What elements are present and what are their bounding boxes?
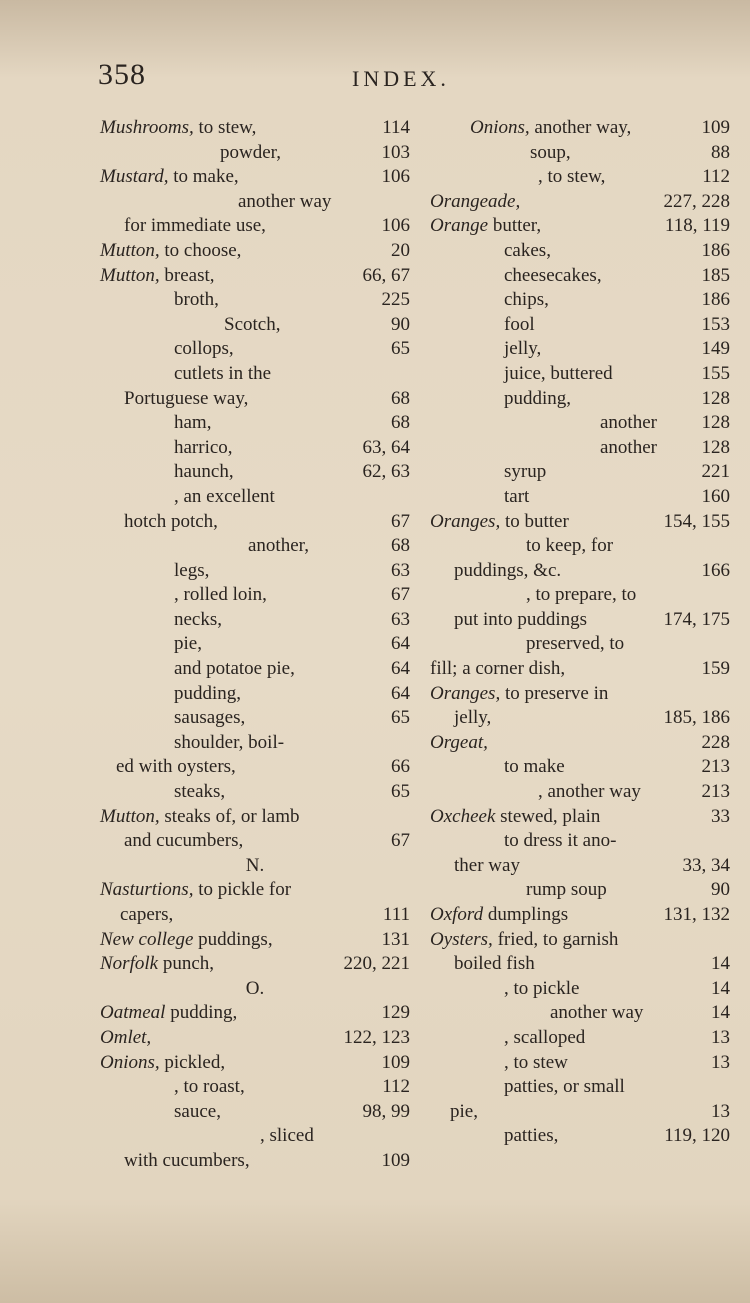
entry-page-ref: 106 xyxy=(381,215,410,237)
entry-page-ref: 128 xyxy=(701,412,730,434)
entry-term: Onions, another way, xyxy=(470,117,632,138)
entry-page-ref: 228 xyxy=(701,731,730,753)
entry-heading: Oatmeal xyxy=(100,1002,166,1024)
entry-page-ref: 88 xyxy=(711,141,730,163)
index-entry xyxy=(100,1026,410,1051)
entry-term: Scotch, xyxy=(224,313,281,335)
entry-page-ref: 66, 67 xyxy=(362,264,410,286)
entry-term: Oranges, to butter xyxy=(430,510,569,532)
index-entry xyxy=(430,1075,730,1100)
entry-term: fill; a corner dish, xyxy=(430,658,566,680)
entry-page-ref: 109 xyxy=(381,1051,410,1073)
index-entry xyxy=(430,1051,730,1076)
entry-term: soup, xyxy=(530,141,571,163)
entry-page-ref: 66 xyxy=(391,756,410,778)
entry-page-ref: 174, 175 xyxy=(663,608,730,630)
entry-term: put into puddings xyxy=(454,608,588,630)
entry-term xyxy=(430,190,520,215)
entry-term: pie, xyxy=(174,633,202,655)
entry-term: juice, buttered xyxy=(504,362,613,384)
entry-heading: Orangeade, xyxy=(430,190,521,212)
entry-page-ref: 154, 155 xyxy=(663,510,730,532)
entry-heading: New college xyxy=(100,928,194,950)
index-entry xyxy=(430,387,730,412)
entry-heading: Orange xyxy=(430,215,489,237)
entry-page-ref: 14 xyxy=(711,977,730,999)
index-entry xyxy=(100,952,410,977)
index-entry xyxy=(430,878,730,903)
index-entry xyxy=(430,682,730,707)
entry-page-ref: 149 xyxy=(701,338,730,360)
index-entry xyxy=(430,165,730,190)
entry-heading: Onions, xyxy=(100,1051,160,1073)
index-entry xyxy=(430,657,730,682)
entry-term: another way xyxy=(550,1002,644,1024)
entry-page-ref: 68 xyxy=(391,387,410,409)
index-entry xyxy=(430,1100,730,1125)
entry-page-ref: 90 xyxy=(391,313,410,335)
entry-heading: Orgeat, xyxy=(430,731,488,753)
entry-term: cheesecakes, xyxy=(504,264,602,286)
index-entry xyxy=(100,657,410,682)
entry-term: pudding, xyxy=(504,387,572,409)
entry-term: jelly, xyxy=(504,338,542,360)
entry-page-ref: 185, 186 xyxy=(663,707,730,729)
entry-heading: Oysters, xyxy=(430,928,493,950)
index-entry xyxy=(100,190,410,215)
entry-page-ref: 67 xyxy=(391,510,410,532)
index-entry xyxy=(430,313,730,338)
index-entry xyxy=(100,780,410,805)
index-entry xyxy=(100,731,410,756)
entry-term: for immediate use, xyxy=(124,215,266,237)
entry-page-ref: 33, 34 xyxy=(682,854,730,876)
entry-page-ref: 64 xyxy=(391,633,410,655)
entry-term: Oatmeal pudding, xyxy=(100,1002,238,1024)
index-entry xyxy=(430,952,730,977)
entry-term: pudding, xyxy=(174,682,242,704)
index-entry xyxy=(100,706,410,731)
entry-page-ref: 103 xyxy=(381,141,410,163)
entry-heading: Mutton, xyxy=(100,264,160,286)
entry-term: , an excellent xyxy=(174,485,275,507)
index-entry xyxy=(100,510,410,535)
index-entry xyxy=(100,387,410,412)
entry-term: Onions, pickled, xyxy=(100,1051,226,1073)
entry-term: Orange butter, xyxy=(430,215,542,237)
index-entry xyxy=(100,362,410,387)
entry-heading: Mustard, xyxy=(100,166,169,188)
entry-term: preserved, to xyxy=(526,633,625,655)
entry-term: with cucumbers, xyxy=(124,1149,250,1171)
index-entry xyxy=(430,362,730,387)
entry-term: shoulder, boil- xyxy=(174,731,285,753)
entry-page-ref: 98, 99 xyxy=(362,1100,410,1122)
index-entry xyxy=(430,239,730,264)
entry-page-ref: 63, 64 xyxy=(362,436,410,458)
index-entry xyxy=(100,165,410,190)
entry-page-ref: 62, 63 xyxy=(362,461,410,483)
entry-page-ref: 119, 120 xyxy=(664,1125,730,1147)
entry-page-ref: 14 xyxy=(711,953,730,975)
entry-page-ref: 90 xyxy=(711,879,730,901)
entry-page-ref: 129 xyxy=(381,1002,410,1024)
section-letter: N. xyxy=(245,854,265,876)
index-entry xyxy=(100,1100,410,1125)
entry-term: , to pickle xyxy=(504,977,580,999)
entry-page-ref: 220, 221 xyxy=(343,953,410,975)
right-index-column xyxy=(430,116,730,1149)
index-entry xyxy=(430,1026,730,1051)
index-entry xyxy=(100,411,410,436)
entry-page-ref: 185 xyxy=(701,264,730,286)
section-letter: O. xyxy=(245,977,265,999)
entry-heading: Mutton, xyxy=(100,239,160,261)
entry-page-ref: 118, 119 xyxy=(664,215,730,237)
entry-page-ref: 109 xyxy=(701,117,730,138)
entry-term: , rolled loin, xyxy=(174,584,267,606)
entry-term: , to stew, xyxy=(538,166,606,188)
page-header xyxy=(0,58,750,98)
index-entry xyxy=(100,632,410,657)
entry-term: another xyxy=(600,412,657,434)
entry-term: pie, xyxy=(450,1100,478,1122)
index-entry xyxy=(430,854,730,879)
entry-term: hotch potch, xyxy=(124,510,218,532)
index-entry xyxy=(430,583,730,608)
entry-term: harrico, xyxy=(174,436,233,458)
index-entry xyxy=(100,805,410,830)
entry-page-ref: 65 xyxy=(391,781,410,803)
entry-page-ref: 153 xyxy=(701,313,730,335)
index-entry xyxy=(100,485,410,510)
entry-term: to make xyxy=(504,756,565,778)
index-entry xyxy=(100,1075,410,1100)
index-entry xyxy=(430,731,730,756)
entry-heading: Oxcheek xyxy=(430,805,496,827)
entry-term: rump soup xyxy=(526,879,607,901)
entry-term: cakes, xyxy=(504,239,551,261)
entry-page-ref: 64 xyxy=(391,658,410,680)
entry-page-ref: 225 xyxy=(381,289,410,311)
entry-term: necks, xyxy=(174,608,223,630)
entry-page-ref: 186 xyxy=(701,289,730,311)
index-entry xyxy=(100,903,410,928)
index-entry xyxy=(100,337,410,362)
index-entry xyxy=(430,288,730,313)
entry-term: Mutton, to choose, xyxy=(100,239,242,261)
index-entry xyxy=(430,928,730,953)
entry-heading: Nasturtions, xyxy=(100,879,194,901)
index-entry xyxy=(100,682,410,707)
entry-page-ref: 109 xyxy=(381,1149,410,1171)
entry-term: Mushrooms, to stew, xyxy=(100,117,257,138)
entry-heading: Norfolk xyxy=(100,953,159,975)
index-entry xyxy=(100,214,410,239)
entry-term: haunch, xyxy=(174,461,234,483)
index-entry xyxy=(430,706,730,731)
entry-page-ref: 67 xyxy=(391,584,410,606)
entry-heading: Oranges, xyxy=(430,510,501,532)
entry-page-ref: 67 xyxy=(391,830,410,852)
index-entry xyxy=(100,878,410,903)
entry-term: another way xyxy=(238,190,332,212)
entry-heading: Omlet, xyxy=(100,1026,152,1048)
entry-heading: Oranges, xyxy=(430,682,501,704)
entry-heading: Mutton, xyxy=(100,805,160,827)
entry-term: another xyxy=(600,436,657,458)
index-entry xyxy=(430,755,730,780)
index-entry xyxy=(100,141,410,166)
entry-page-ref: 112 xyxy=(382,1076,410,1098)
left-index-column xyxy=(100,116,410,1174)
index-entry xyxy=(430,116,730,141)
index-entry xyxy=(430,903,730,928)
entry-page-ref: 213 xyxy=(701,756,730,778)
entry-heading: Oxford xyxy=(430,904,484,925)
index-entry xyxy=(430,485,730,510)
index-entry xyxy=(430,780,730,805)
entry-page-ref: 111 xyxy=(382,904,410,925)
index-entry xyxy=(430,1001,730,1026)
entry-term: patties, or small xyxy=(504,1076,625,1098)
entry-term: ed with oysters, xyxy=(116,756,236,778)
entry-page-ref: 114 xyxy=(382,117,410,138)
entry-term: broth, xyxy=(174,289,219,311)
entry-term: Oxford dumplings xyxy=(430,904,569,925)
index-entry xyxy=(430,264,730,289)
index-entry xyxy=(100,1149,410,1174)
entry-page-ref: 33 xyxy=(711,805,730,827)
index-entry xyxy=(430,608,730,633)
entry-page-ref: 112 xyxy=(702,166,730,188)
entry-page-ref: 20 xyxy=(391,239,410,261)
index-entry xyxy=(430,460,730,485)
index-entry xyxy=(430,977,730,1002)
entry-term: cutlets in the xyxy=(174,362,272,384)
entry-term: sauce, xyxy=(174,1100,221,1122)
index-entry xyxy=(430,510,730,535)
entry-term: puddings, &c. xyxy=(454,559,562,581)
entry-page-ref: 14 xyxy=(711,1002,730,1024)
entry-page-ref: 13 xyxy=(711,1100,730,1122)
entry-page-ref: 166 xyxy=(701,559,730,581)
entry-term: ham, xyxy=(174,412,212,434)
entry-term xyxy=(100,1026,151,1051)
entry-page-ref: 213 xyxy=(701,781,730,803)
entry-term: , to roast, xyxy=(174,1076,245,1098)
entry-term: Nasturtions, to pickle for xyxy=(100,879,292,901)
index-entry xyxy=(430,411,730,436)
entry-term: Oxcheek stewed, plain xyxy=(430,805,601,827)
entry-term: to keep, for xyxy=(526,535,614,557)
entry-page-ref: 68 xyxy=(391,412,410,434)
entry-term: fool xyxy=(504,313,535,335)
entry-page-ref: 13 xyxy=(711,1026,730,1048)
entry-page-ref: 13 xyxy=(711,1051,730,1073)
entry-page-ref: 63 xyxy=(391,559,410,581)
index-entry xyxy=(100,239,410,264)
entry-page-ref: 65 xyxy=(391,707,410,729)
index-entry xyxy=(100,288,410,313)
index-entry xyxy=(430,436,730,461)
entry-term: jelly, xyxy=(454,707,492,729)
index-entry xyxy=(100,1051,410,1076)
entry-heading: Onions, xyxy=(470,117,530,138)
entry-term: Norfolk punch, xyxy=(100,953,214,975)
index-entry xyxy=(430,534,730,559)
entry-page-ref: 159 xyxy=(701,658,730,680)
entry-term: , another way xyxy=(538,781,641,803)
entry-page-ref: 186 xyxy=(701,239,730,261)
index-entry xyxy=(430,559,730,584)
entry-term: legs, xyxy=(174,559,210,581)
entry-page-ref: 106 xyxy=(381,166,410,188)
entry-page-ref: 65 xyxy=(391,338,410,360)
entry-page-ref: 128 xyxy=(701,387,730,409)
index-entry xyxy=(100,1001,410,1026)
entry-term: , to prepare, to xyxy=(526,584,637,606)
index-entry xyxy=(430,632,730,657)
entry-term: Mutton, breast, xyxy=(100,264,215,286)
index-entry xyxy=(100,928,410,953)
entry-term: , scalloped xyxy=(504,1026,586,1048)
entry-term: and potatoe pie, xyxy=(174,658,295,680)
index-entry xyxy=(430,141,730,166)
entry-page-ref: 122, 123 xyxy=(343,1026,410,1048)
entry-page-ref: 227, 228 xyxy=(663,190,730,212)
index-entry xyxy=(430,805,730,830)
index-entry xyxy=(100,460,410,485)
index-entry xyxy=(100,1124,410,1149)
entry-page-ref: 64 xyxy=(391,682,410,704)
entry-term: to dress it ano- xyxy=(504,830,617,852)
index-entry xyxy=(430,190,730,215)
entry-term: tart xyxy=(504,485,530,507)
entry-page-ref: 131 xyxy=(381,928,410,950)
entry-term: , sliced xyxy=(260,1125,314,1147)
entry-page-ref: 68 xyxy=(391,535,410,557)
entry-term: another, xyxy=(248,535,309,557)
entry-term: syrup xyxy=(504,461,547,483)
entry-term: Oranges, to preserve in xyxy=(430,682,609,704)
index-entry xyxy=(430,829,730,854)
index-entry xyxy=(100,583,410,608)
entry-heading: Mushrooms, xyxy=(100,117,194,138)
index-entry xyxy=(430,337,730,362)
index-entry xyxy=(100,116,410,141)
entry-term: and cucumbers, xyxy=(124,830,244,852)
entry-page-ref: 131, 132 xyxy=(663,904,730,925)
index-entry xyxy=(100,534,410,559)
entry-term: New college puddings, xyxy=(100,928,273,950)
entry-term: chips, xyxy=(504,289,549,311)
entry-page-ref: 221 xyxy=(701,461,730,483)
index-entry xyxy=(430,214,730,239)
entry-term: Mustard, to make, xyxy=(100,166,239,188)
index-entry xyxy=(100,755,410,780)
page-title: INDEX. xyxy=(352,66,450,91)
entry-page-ref: 63 xyxy=(391,608,410,630)
index-entry xyxy=(100,608,410,633)
entry-term xyxy=(430,731,488,756)
entry-page-ref: 155 xyxy=(701,362,730,384)
entry-term: patties, xyxy=(504,1125,559,1147)
entry-term: ther way xyxy=(454,854,520,876)
index-entry xyxy=(100,829,410,854)
index-entry xyxy=(430,1124,730,1149)
entry-term: steaks, xyxy=(174,781,226,803)
index-entry xyxy=(100,559,410,584)
entry-term: boiled fish xyxy=(454,953,535,975)
entry-term: , to stew xyxy=(504,1051,568,1073)
index-entry xyxy=(100,264,410,289)
entry-term: sausages, xyxy=(174,707,246,729)
entry-term: Oysters, fried, to garnish xyxy=(430,928,619,950)
page-number: 358 xyxy=(98,58,146,91)
entry-page-ref: 160 xyxy=(701,485,730,507)
entry-term: capers, xyxy=(120,904,174,925)
entry-term: powder, xyxy=(220,141,281,163)
entry-term: collops, xyxy=(174,338,234,360)
entry-page-ref: 128 xyxy=(701,436,730,458)
entry-term: Mutton, steaks of, or lamb xyxy=(100,805,300,827)
entry-term: Portuguese way, xyxy=(124,387,249,409)
index-entry xyxy=(100,313,410,338)
index-entry xyxy=(100,436,410,461)
